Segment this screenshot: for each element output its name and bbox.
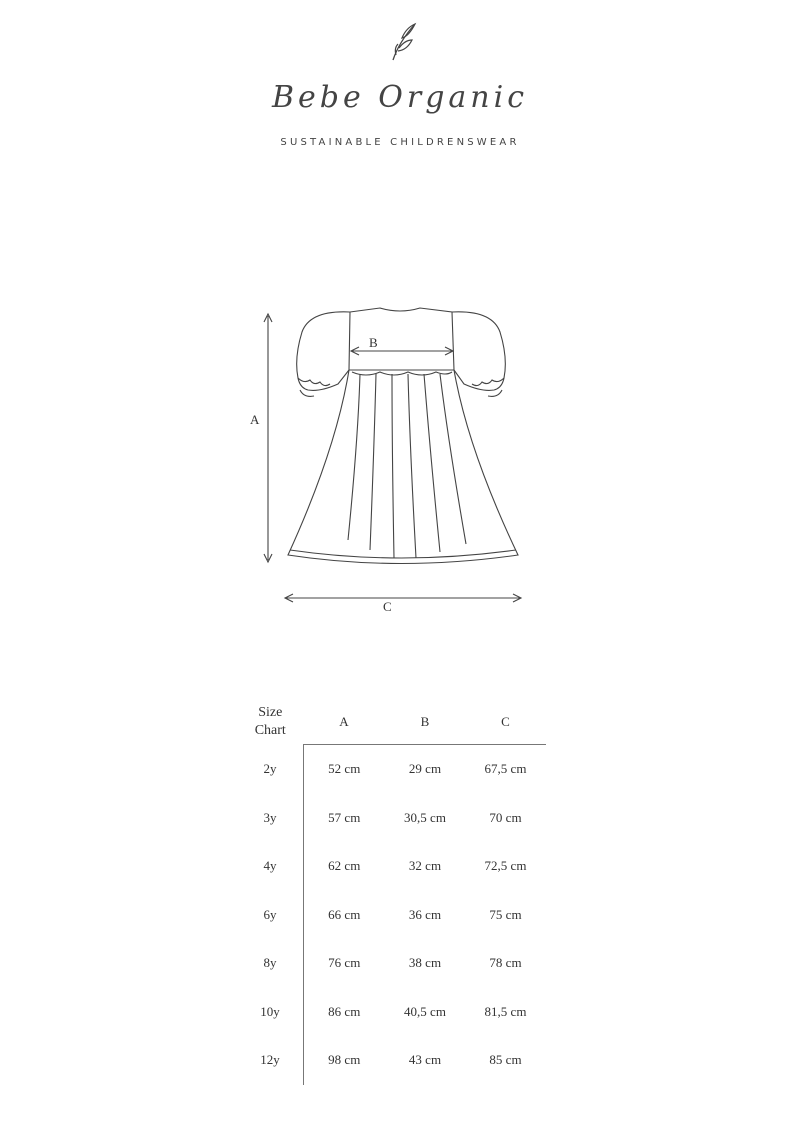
measure-c-cell: 85 cm bbox=[489, 1052, 522, 1068]
table-row bbox=[237, 988, 546, 1037]
size-cell: 3y bbox=[263, 809, 277, 825]
table-row bbox=[237, 891, 546, 940]
measure-b-cell: 43 cm bbox=[408, 1052, 442, 1068]
measure-a-cell: 76 cm bbox=[304, 939, 385, 988]
table-row bbox=[237, 745, 546, 794]
size-cell: 4y bbox=[263, 858, 277, 874]
brand-name: Bebe Organic bbox=[271, 80, 529, 115]
column-header-b: B bbox=[385, 700, 466, 745]
measure-b-cell: 32 cm bbox=[408, 858, 442, 874]
measure-b-cell: 38 cm bbox=[408, 955, 442, 971]
dimension-label-a: A bbox=[250, 412, 260, 427]
leaf-logo-icon bbox=[385, 20, 425, 65]
dress-bodice bbox=[349, 308, 454, 370]
table-row bbox=[237, 939, 546, 988]
table-row bbox=[237, 842, 546, 891]
measure-a-cell: 62 cm bbox=[304, 842, 385, 891]
measure-b-cell: 29 cm bbox=[408, 761, 442, 777]
dress-diagram bbox=[240, 300, 540, 620]
measure-b-cell: 36 cm bbox=[408, 906, 442, 922]
corner-label-line1: Size bbox=[258, 705, 283, 721]
measure-c-cell: 70 cm bbox=[489, 809, 522, 825]
measure-a-cell: 66 cm bbox=[304, 891, 385, 940]
measure-a-cell: 86 cm bbox=[304, 988, 385, 1037]
dimension-label-b: B bbox=[369, 335, 378, 350]
column-header-c: C bbox=[466, 700, 546, 745]
dimension-label-c: C bbox=[383, 599, 392, 614]
size-cell: 8y bbox=[263, 955, 277, 971]
size-cell: 2y bbox=[263, 761, 277, 776]
size-cell: 10y bbox=[260, 1003, 280, 1019]
dress-right-sleeve bbox=[452, 312, 505, 391]
size-cell: 6y bbox=[263, 906, 277, 922]
dress-skirt bbox=[288, 370, 518, 564]
measure-c-cell: 78 cm bbox=[489, 955, 522, 971]
table-row bbox=[237, 1036, 546, 1085]
size-chart-corner-label bbox=[237, 700, 304, 745]
table-row bbox=[237, 794, 546, 843]
measure-c-cell: 67,5 cm bbox=[484, 761, 527, 777]
size-chart-header-row bbox=[237, 700, 546, 745]
measure-b-cell: 30,5 cm bbox=[404, 809, 446, 825]
column-header-a: A bbox=[304, 700, 385, 745]
brand-tagline: SUSTAINABLE CHILDRENSWEAR bbox=[280, 137, 520, 148]
size-cell: 12y bbox=[260, 1052, 280, 1068]
measure-c-cell: 72,5 cm bbox=[484, 858, 527, 874]
measure-c-cell: 75 cm bbox=[489, 906, 522, 922]
measure-c-cell: 81,5 cm bbox=[484, 1003, 527, 1019]
measure-a-cell: 98 cm bbox=[304, 1036, 385, 1085]
measure-a-cell: 57 cm bbox=[304, 794, 385, 843]
corner-label-line2: Chart bbox=[254, 723, 286, 739]
size-chart-table bbox=[237, 700, 546, 1085]
measure-a-cell: 52 cm bbox=[304, 745, 385, 794]
dress-left-sleeve bbox=[297, 312, 350, 391]
measure-b-cell: 40,5 cm bbox=[404, 1003, 446, 1019]
